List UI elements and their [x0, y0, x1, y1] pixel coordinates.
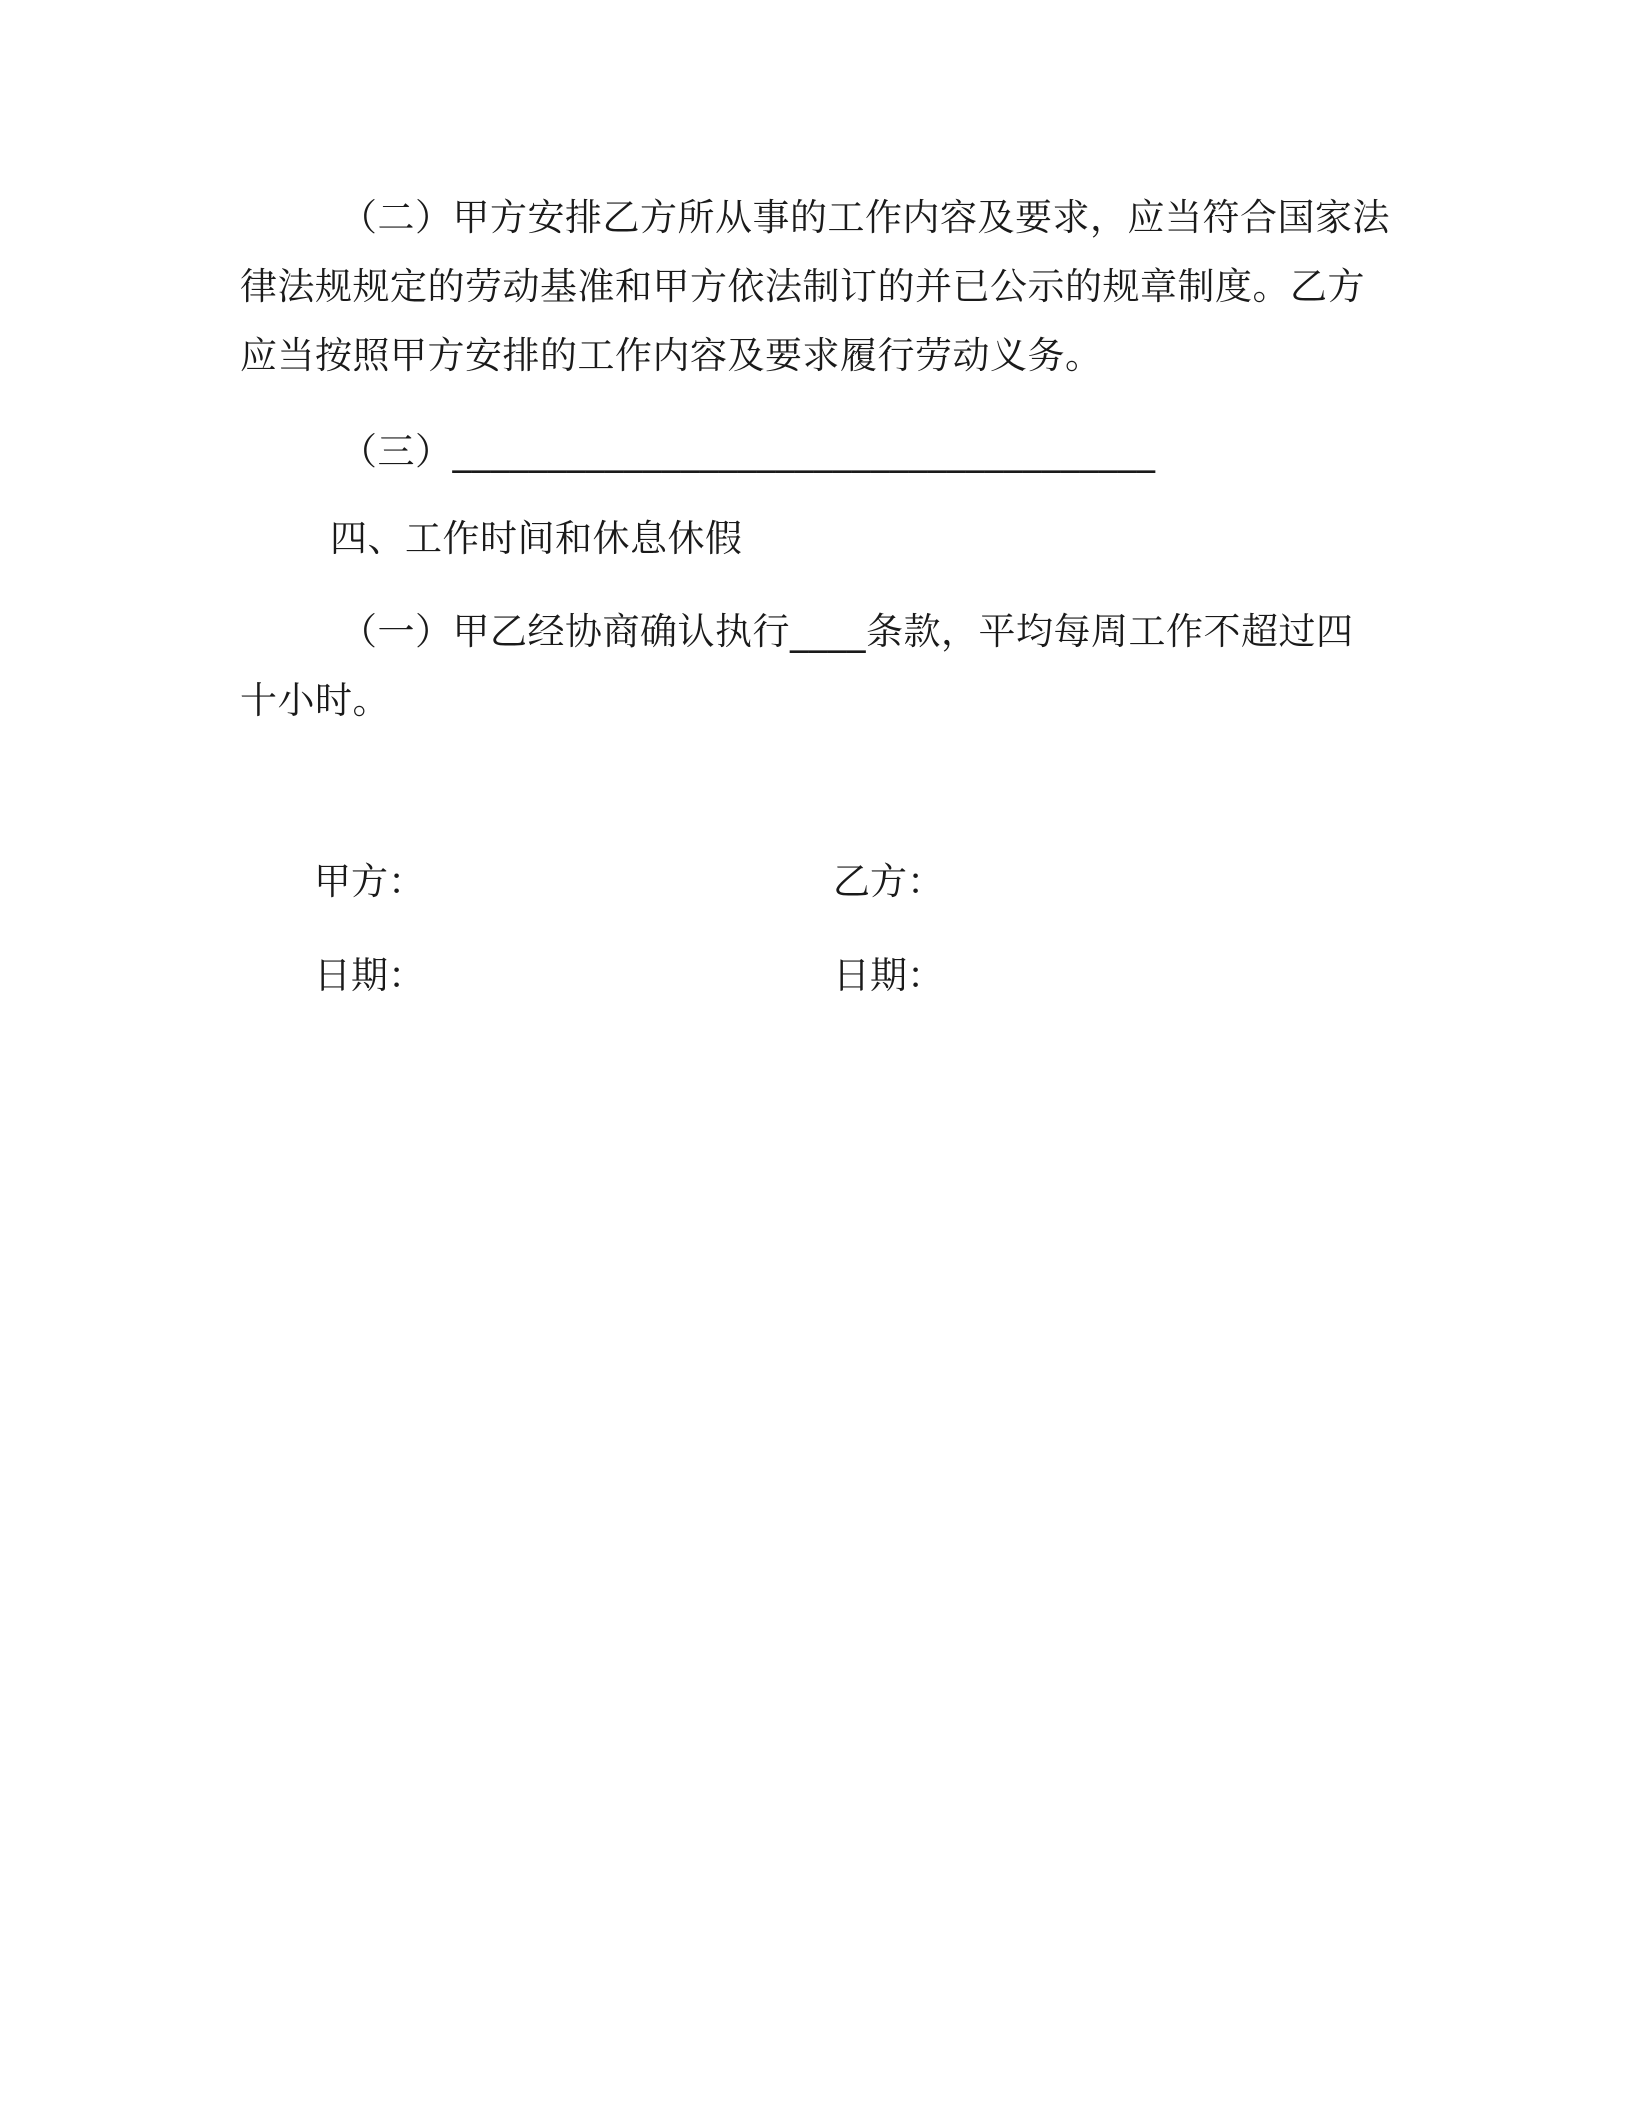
party-b-label: 乙方：	[833, 860, 944, 903]
heading-text: 四、工作时间和休息休假	[330, 517, 743, 560]
paragraph-work-content	[240, 183, 1390, 390]
paragraph-text: （二）甲方安排乙方所从事的工作内容及要求，应当符合国家法律法规规定的劳动基准和甲方依法制订的并已公示的规章制度。乙方应当按照甲方安排的工作内容及要求履行劳动义务。	[240, 196, 1390, 377]
paragraph-text: （三）_____________________________________	[340, 430, 1156, 473]
paragraph-text: （一）甲乙经协商确认执行____条款，平均每周工作不超过四十小时。	[240, 610, 1354, 722]
party-a-label: 甲方：	[314, 860, 425, 903]
paragraph-blank-item	[240, 417, 1390, 486]
date-a-label: 日期：	[314, 954, 425, 997]
date-b-label: 日期：	[833, 954, 944, 997]
section-heading-working-hours	[330, 504, 1480, 573]
paragraph-weekly-hours	[240, 597, 1390, 735]
